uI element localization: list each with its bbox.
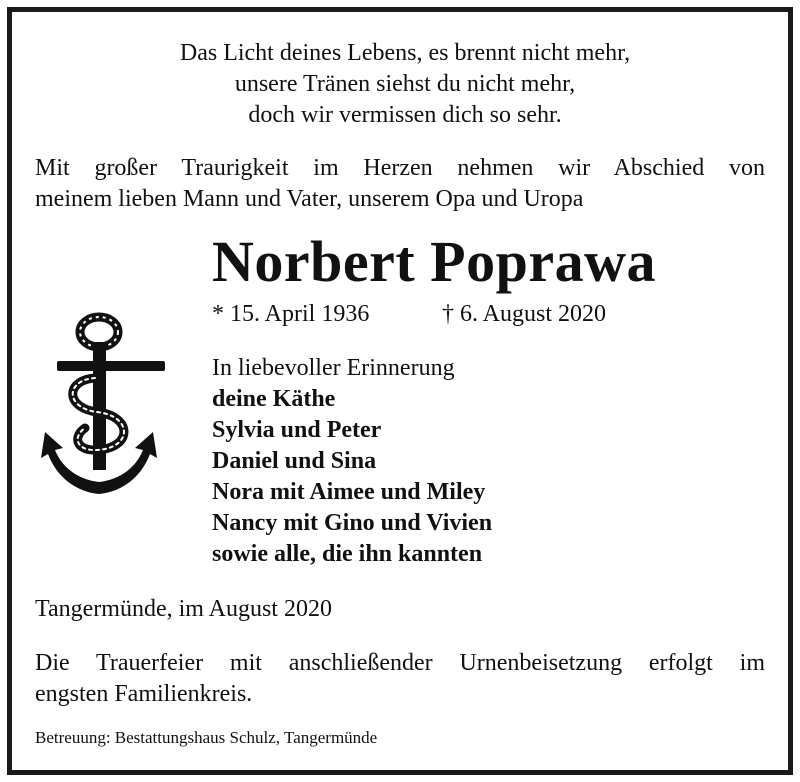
service-line: Die Trauerfeier mit anschließender Urnenbeisetzung erfolgt im <box>35 650 765 676</box>
service-line: engsten Familienkreis. <box>35 681 253 707</box>
intro-line: meinem lieben Mann und Vater, unserem Opa und Uropa <box>35 186 584 212</box>
death-date: † 6. August 2020 <box>442 301 607 327</box>
birth-date: * 15. April 1936 <box>212 301 370 327</box>
mourner-name: Sylvia und Peter <box>212 417 382 443</box>
farewell-intro <box>35 153 765 215</box>
obituary-notice <box>7 7 793 775</box>
mourner-name: sowie alle, die ihn kannten <box>212 541 483 567</box>
life-dates <box>212 299 607 329</box>
mourners-heading: In liebevoller Erinnerung <box>212 355 455 381</box>
poem-line: Das Licht deines Lebens, es brennt nicht mehr, <box>179 40 631 66</box>
mourner-name: Nancy mit Gino und Vivien <box>212 510 493 536</box>
funeral-home-credit: Betreuung: Bestattungshaus Schulz, Tangermünde <box>35 728 378 747</box>
mourner-name: deine Käthe <box>212 386 336 412</box>
mourner-name: Nora mit Aimee und Miley <box>212 479 486 505</box>
poem-line: unsere Tränen siehst du nicht mehr, <box>234 71 576 97</box>
memorial-poem <box>12 38 798 131</box>
poem-line: doch wir vermissen dich so sehr. <box>248 102 562 128</box>
mourners-list <box>212 353 492 570</box>
funeral-service-note <box>35 648 765 710</box>
intro-line: Mit großer Traurigkeit im Herzen nehmen wir Abschied von <box>35 155 765 181</box>
place-and-date: Tangermünde, im August 2020 <box>35 596 332 622</box>
anchor-icon <box>35 308 185 494</box>
mourner-name: Daniel und Sina <box>212 448 377 474</box>
deceased-name: Norbert Poprawa <box>212 229 657 294</box>
